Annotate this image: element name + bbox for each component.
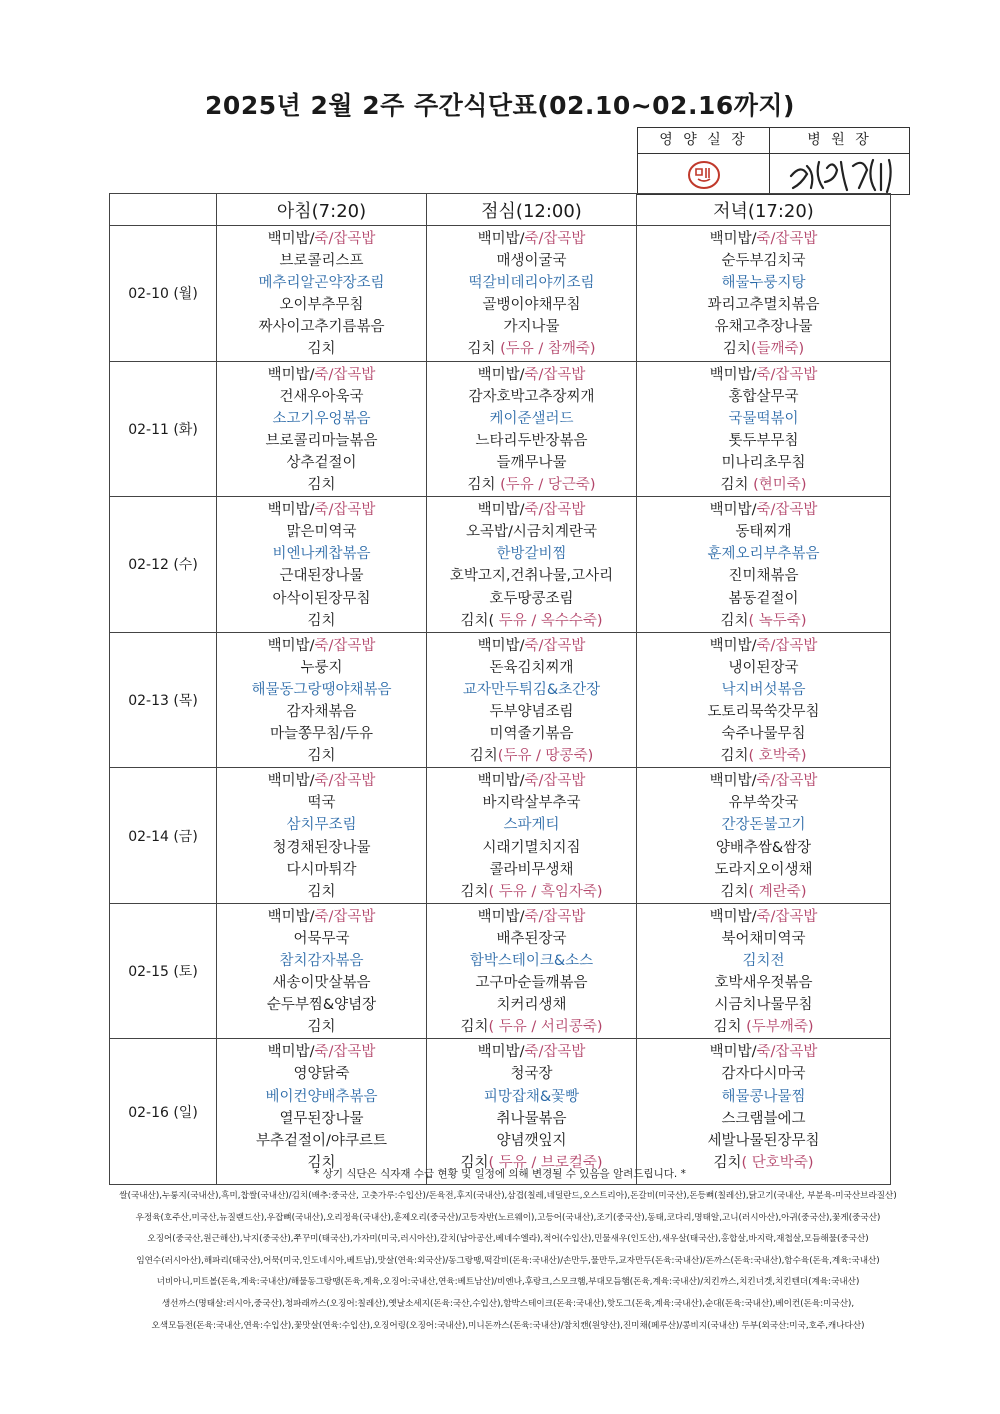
- menu-item-base: 김치: [720, 612, 749, 629]
- menu-item: 김치: [307, 341, 336, 358]
- dinner-cell: [637, 361, 891, 497]
- menu-item-base: 백미밥/: [709, 502, 757, 519]
- menu-item: 브로콜리마늘볶음: [265, 432, 378, 449]
- menu-item: 유부쑥갓국: [728, 795, 799, 812]
- day-date: 02-11 (화): [110, 361, 217, 497]
- director-label: 병 원 장: [770, 128, 909, 154]
- menu-item: 김치: [307, 1019, 336, 1036]
- menu-item: 케이준샐러드: [489, 410, 574, 427]
- approval-divider: [769, 153, 770, 194]
- menu-item: 돈육김치찌개: [489, 659, 574, 676]
- menu-item-option: (두유 / 참깨죽): [500, 341, 596, 358]
- menu-item: 두부양념조림: [489, 703, 574, 720]
- change-notice: * 상기 식단은 식자재 수급 현황 및 일정에 의해 변경될 수 있음을 알려드립니다. *: [314, 1168, 686, 1180]
- menu-item: 시래기멸치지짐: [482, 839, 581, 856]
- menu-item: 김치: [307, 748, 336, 765]
- breakfast-cell: [217, 632, 427, 768]
- menu-item: 함박스테이크&소스: [469, 953, 594, 969]
- breakfast-items: [217, 904, 426, 1039]
- menu-item: [470, 745, 593, 767]
- header-row: [110, 194, 891, 226]
- menu-item-option: 죽/잡곡밥: [314, 502, 376, 519]
- breakfast-items: [217, 226, 426, 361]
- menu-item-base: 백미밥/: [477, 366, 525, 383]
- menu-item-base: 김치: [460, 1019, 489, 1036]
- menu-item-option: 죽/잡곡밥: [314, 1044, 376, 1061]
- menu-item: 부추겉절이/야쿠르트: [256, 1132, 387, 1149]
- lunch-cell: [427, 768, 637, 904]
- menu-item: 감자채볶음: [286, 703, 357, 720]
- menu-item: 김치: [307, 1154, 336, 1171]
- menu-item: 메추리알곤약장조림: [258, 275, 385, 292]
- menu-item-base: 백미밥/: [477, 1044, 525, 1061]
- menu-item-base: 김치(: [460, 612, 499, 629]
- menu-item: 홍합살무국: [728, 388, 799, 405]
- dinner-items: [637, 768, 890, 903]
- day-row: [110, 1039, 891, 1185]
- menu-item: 취나물볶음: [496, 1110, 567, 1127]
- menu-item: 소고기우엉볶음: [272, 410, 371, 427]
- menu-item: [268, 1041, 376, 1063]
- day-row: [110, 361, 891, 497]
- menu-item: 마늘쫑무침/두유: [270, 726, 373, 743]
- nutrition-head-label: 영 양 실 장: [638, 128, 770, 154]
- breakfast-items: [217, 633, 426, 768]
- menu-item: 아삭이된장무침: [272, 590, 371, 607]
- menu-item: 냉이된장국: [728, 659, 799, 676]
- dinner-cell: [637, 1039, 891, 1185]
- origin-line: 우정육(호주산,미국산,뉴질랜드산),우잡뼈(국내산),오리정육(국내산),훈제오리(중국산)/고등자반(노르웨이),고등어(국내산),조기(중국산),동태,코다리,명태알,고니(러시아산),아귀(중국산),꽃게(중국산): [135, 1212, 881, 1223]
- menu-item: [710, 364, 818, 386]
- menu-item: 비엔나케찹볶음: [272, 546, 371, 563]
- menu-item: [268, 364, 376, 386]
- day-row: [110, 226, 891, 362]
- day-date: 02-15 (토): [110, 903, 217, 1039]
- menu-item-base: 김치: [460, 883, 489, 900]
- menu-item: 김치전: [742, 953, 785, 969]
- menu-item: 시금치나물무침: [714, 997, 813, 1014]
- breakfast-cell: [217, 1039, 427, 1185]
- menu-item-option: 죽/잡곡밥: [314, 231, 376, 247]
- origin-info: [78, 1186, 938, 1337]
- header-dinner: 저녁(17:20): [637, 194, 891, 226]
- menu-item: [710, 635, 818, 657]
- menu-item: 베이컨양배추볶음: [265, 1088, 378, 1105]
- dinner-items: [637, 633, 890, 768]
- menu-item-option: 죽/잡곡밥: [524, 637, 586, 654]
- menu-item: [467, 338, 595, 360]
- menu-item: 치커리생채: [496, 997, 567, 1014]
- menu-item-base: 김치: [460, 1154, 489, 1171]
- dinner-items: [637, 497, 890, 632]
- menu-item-base: 백미밥/: [267, 502, 315, 519]
- page-title: 2025년 2월 2주 주간식단표(02.10~02.16까지): [205, 91, 795, 120]
- menu-item-base: 백미밥/: [267, 773, 315, 790]
- menu-item-option: (두유 / 땅콩죽): [497, 748, 594, 765]
- menu-item: [478, 364, 586, 386]
- breakfast-cell: [217, 903, 427, 1039]
- menu-item-base: 김치: [469, 748, 498, 765]
- menu-item: 간장돈불고기: [721, 817, 806, 834]
- director-signature: [783, 156, 908, 196]
- menu-item: [268, 635, 376, 657]
- menu-item: [710, 770, 818, 792]
- dinner-cell: [637, 903, 891, 1039]
- menu-item-option: 죽/잡곡밥: [314, 366, 376, 383]
- menu-item: 바지락살부추국: [482, 795, 581, 812]
- menu-item: 콜라비무생채: [489, 861, 574, 878]
- day-date: 02-12 (수): [110, 497, 217, 633]
- menu-item-base: 백미밥/: [709, 1044, 757, 1061]
- menu-item: 동태찌개: [735, 524, 792, 541]
- menu-item: [478, 906, 586, 928]
- menu-item-option: 죽/잡곡밥: [756, 502, 818, 519]
- menu-item: 호박새우젓볶음: [714, 975, 813, 992]
- menu-item: 상추겉절이: [286, 454, 357, 471]
- menu-item: [478, 635, 586, 657]
- menu-item: 영양닭죽: [293, 1066, 350, 1083]
- lunch-items: [427, 768, 636, 903]
- menu-item-base: 백미밥/: [709, 773, 757, 790]
- dinner-items: [637, 226, 890, 361]
- menu-item: 봄동겉절이: [728, 590, 799, 607]
- menu-item-base: 김치: [467, 477, 501, 494]
- menu-item: 스파게티: [503, 817, 560, 834]
- menu-item-option: ( 호박죽): [748, 748, 807, 765]
- menu-item: 양념깻잎지: [496, 1132, 567, 1149]
- menu-item: [460, 610, 602, 632]
- menu-item: [710, 906, 818, 928]
- breakfast-items: [217, 1039, 426, 1174]
- menu-item-option: 죽/잡곡밥: [524, 1044, 586, 1061]
- menu-item: 청경채된장나물: [272, 839, 371, 856]
- lunch-items: [427, 904, 636, 1039]
- menu-item-option: (현미죽): [753, 477, 807, 494]
- menu-item: 느타리두반장볶음: [475, 432, 588, 449]
- menu-item-option: ( 두유 / 흑임자죽): [488, 883, 603, 900]
- menu-item-option: (들깨죽): [750, 341, 805, 358]
- breakfast-items: [217, 497, 426, 632]
- menu-item: [478, 1041, 586, 1063]
- breakfast-cell: [217, 497, 427, 633]
- menu-item: [478, 499, 586, 521]
- menu-item-option: 죽/잡곡밥: [524, 231, 586, 247]
- day-date: 02-13 (목): [110, 632, 217, 768]
- menu-item: 다시마튀각: [286, 861, 357, 878]
- menu-item: [721, 881, 807, 903]
- menu-item-base: 백미밥/: [477, 231, 525, 247]
- menu-item: 브로콜리스프: [279, 253, 364, 270]
- menu-item-base: 백미밥/: [477, 637, 525, 654]
- day-row: [110, 497, 891, 633]
- menu-item: [714, 1016, 814, 1038]
- menu-item: [721, 610, 807, 632]
- menu-item: 오곡밥/시금치계란국: [466, 524, 597, 541]
- lunch-cell: [427, 903, 637, 1039]
- menu-item: 오이부추무침: [279, 297, 364, 314]
- menu-item: 떡갈비데리야끼조림: [468, 275, 595, 292]
- menu-item: 해물동그랑땡야채볶음: [251, 681, 392, 698]
- menu-item: [268, 906, 376, 928]
- menu-item-option: (두부깨죽): [746, 1019, 814, 1036]
- menu-item-base: 김치: [713, 1019, 747, 1036]
- menu-item: [721, 745, 807, 767]
- day-row: [110, 632, 891, 768]
- breakfast-cell: [217, 768, 427, 904]
- menu-item: 열무된장나물: [279, 1110, 364, 1127]
- weekly-menu-table: [109, 193, 891, 1185]
- menu-item-base: 백미밥/: [267, 908, 315, 925]
- menu-item: 건새우아욱국: [279, 388, 364, 405]
- lunch-cell: [427, 1039, 637, 1185]
- dinner-cell: [637, 226, 891, 362]
- menu-item: [268, 770, 376, 792]
- menu-item-option: ( 녹두죽): [748, 612, 807, 629]
- breakfast-items: [217, 768, 426, 903]
- approval-box: [637, 127, 910, 195]
- menu-item-base: 김치: [722, 341, 751, 358]
- origin-line: 쌀(국내산),누룽지(국내산),흑미,찹쌀(국내산)/김치(배추:중국산, 고춧가루:수입산)/돈육전,후지(국내산),삼겹(칠레,네덜란드,오스트리아),돈갈비(미국산),돈등뼈(칠레산),닭고기(국내산, 부분육-미국산브라질산): [119, 1191, 897, 1201]
- menu-item: 미역줄기볶음: [489, 726, 574, 743]
- menu-item: 미나리초무침: [721, 454, 806, 471]
- menu-item: [478, 770, 586, 792]
- menu-item-option: ( 계란죽): [748, 883, 807, 900]
- menu-item: 삼치무조림: [286, 817, 357, 834]
- menu-item: [721, 474, 807, 496]
- origin-line: 오징어(중국산,원근해산),낙지(중국산),쭈꾸미(태국산),가자미(미국,러시아산),갈치(남아공산,베네수엘라),적어(수입산),민물새우(인도산),새우살(태국산),홍합살,바지락,재첩살,모듬해물(중국산): [147, 1234, 869, 1245]
- lunch-cell: [427, 497, 637, 633]
- menu-item-option: 죽/잡곡밥: [756, 908, 818, 925]
- menu-item: 김치: [307, 612, 336, 629]
- menu-item: 스크램블에그: [721, 1110, 806, 1127]
- menu-item: 양배추쌈&쌈장: [715, 839, 812, 856]
- dinner-cell: [637, 768, 891, 904]
- menu-item: 도토리묵쑥갓무침: [707, 703, 820, 720]
- day-date: 02-10 (월): [110, 226, 217, 362]
- lunch-items: [427, 497, 636, 632]
- menu-item: 매생이굴국: [496, 253, 567, 270]
- menu-item-option: 두유 / 옥수수죽): [498, 612, 603, 629]
- stamp-seal: [686, 159, 722, 191]
- menu-item: 북어채미역국: [721, 930, 806, 947]
- menu-item: 들깨무나물: [496, 454, 567, 471]
- menu-item-option: ( 두유 / 서리콩죽): [488, 1019, 603, 1036]
- menu-item: 참치감자볶음: [279, 953, 364, 969]
- origin-line: 생선까스(명태살:러시아,중국산),청파래까스(오징어:칠레산),옛날소세지(돈육:국산,수입산),함박스테이크(돈육:국내산),핫도그(돈육,계육:국내산),순대(돈육:국내산),베이컨(돈육:미국산),: [161, 1298, 855, 1309]
- menu-item: 떡국: [307, 795, 336, 812]
- menu-item-base: 백미밥/: [709, 908, 757, 925]
- menu-item: [467, 474, 595, 496]
- menu-item: 도라지오이생채: [714, 861, 813, 878]
- dinner-items: [637, 1039, 890, 1174]
- menu-item-option: ( 두유 / 브로컬죽): [488, 1154, 603, 1171]
- day-date: 02-14 (금): [110, 768, 217, 904]
- lunch-cell: [427, 632, 637, 768]
- day-row: [110, 903, 891, 1039]
- menu-item-option: 죽/잡곡밥: [524, 908, 586, 925]
- menu-item-base: 백미밥/: [477, 773, 525, 790]
- menu-item-option: 죽/잡곡밥: [314, 637, 376, 654]
- day-row: [110, 768, 891, 904]
- menu-item-option: 죽/잡곡밥: [524, 502, 586, 519]
- menu-item: 유채고추장나물: [714, 319, 813, 336]
- origin-line: 오색모듬전(돈육:국내산,연육:수입산),꽃맛살(연육:수입산),오징어링(오징어:국내산),미니돈까스(돈육:국내산)/참치캔(원양산),진미채(페루산)/콩비지(국내산) 두부(외국산:미국,호주,캐나다산): [151, 1320, 865, 1331]
- menu-item-base: 김치: [720, 883, 749, 900]
- lunch-cell: [427, 226, 637, 362]
- breakfast-cell: [217, 361, 427, 497]
- menu-item: 호박고지,건취나물,고사리: [449, 568, 614, 585]
- menu-item-base: 김치: [720, 477, 754, 494]
- menu-item-option: 죽/잡곡밥: [756, 1044, 818, 1061]
- menu-item: [478, 228, 586, 250]
- menu-item: 훈제오리부추볶음: [707, 546, 820, 563]
- day-date: 02-16 (일): [110, 1039, 217, 1185]
- menu-item: 낙지버섯볶음: [721, 681, 806, 698]
- header-breakfast: 아침(7:20): [217, 194, 427, 226]
- menu-item: [710, 1041, 818, 1063]
- menu-item: 피망잡채&꽃빵: [483, 1088, 580, 1105]
- menu-item: 순두부찜&양념장: [266, 997, 377, 1014]
- origin-line: 너비아니,미트볼(돈육,계육:국내산)/해물동그랑땡(돈육,계육,오징어:국내산,연육:베트남산)/비엔나,후랑크,스모크햄,부대모듬햄(돈육,계육:국내산)/치킨까스,치킨너겟,치킨텐더(계육:국내산): [156, 1277, 860, 1288]
- menu-item: 호두땅콩조림: [489, 590, 574, 607]
- breakfast-cell: [217, 226, 427, 362]
- menu-item-base: 백미밥/: [477, 908, 525, 925]
- menu-item: [268, 228, 376, 250]
- dinner-items: [637, 904, 890, 1039]
- menu-item-option: 죽/잡곡밥: [756, 773, 818, 790]
- menu-item: 진미채볶음: [728, 568, 799, 585]
- menu-item: 누룽지: [300, 659, 343, 676]
- menu-item-option: (두유 / 당근죽): [500, 477, 596, 494]
- menu-item-option: 죽/잡곡밥: [314, 773, 376, 790]
- menu-item: 국물떡볶이: [728, 410, 799, 427]
- menu-item: [710, 228, 818, 250]
- menu-item: 김치: [307, 883, 336, 900]
- menu-item-base: 백미밥/: [267, 637, 315, 654]
- menu-item: 해물누룽지탕: [721, 275, 806, 292]
- dinner-cell: [637, 632, 891, 768]
- menu-item-base: 백미밥/: [267, 231, 315, 247]
- menu-item: 순두부김치국: [721, 253, 806, 270]
- menu-item-option: ( 단호박죽): [741, 1154, 814, 1171]
- menu-item-base: 백미밥/: [267, 366, 315, 383]
- menu-item: 톳두부무침: [728, 432, 799, 449]
- menu-item: [460, 881, 602, 903]
- menu-item: 고구마순들깨볶음: [475, 975, 588, 992]
- origin-line: 임연수(러시아산),해파리(태국산),어묵(미국,인도네시아,베트남),맛살(연육:외국산)/동그랑땡,떡갈비(돈육:국내산)/손만두,물만두,교자만두(돈육:국내산)/돈까스(돈육:국내산),함수육(돈육,계육:국내산): [136, 1255, 880, 1266]
- menu-item-base: 김치: [467, 341, 501, 358]
- menu-item-option: 죽/잡곡밥: [756, 637, 818, 654]
- menu-item-base: 백미밥/: [709, 231, 757, 247]
- menu-item-base: 백미밥/: [709, 637, 757, 654]
- menu-item: 감자다시마국: [721, 1066, 806, 1083]
- lunch-cell: [427, 361, 637, 497]
- menu-item: 김치: [307, 477, 336, 494]
- menu-item: 해물콩나물찜: [721, 1088, 806, 1105]
- menu-item: 청국장: [510, 1066, 553, 1083]
- header-blank: [110, 194, 217, 226]
- menu-item: 세발나물된장무침: [707, 1132, 820, 1149]
- menu-item: 교자만두튀김&초간장: [462, 681, 601, 698]
- menu-item: 숙주나물무침: [721, 726, 806, 743]
- menu-item: [460, 1016, 602, 1038]
- menu-item: 근대된장나물: [279, 568, 364, 585]
- menu-item-base: 백미밥/: [477, 502, 525, 519]
- menu-item: [723, 338, 804, 360]
- lunch-items: [427, 1039, 636, 1174]
- menu-item: [710, 499, 818, 521]
- menu-item-option: 죽/잡곡밥: [524, 366, 586, 383]
- menu-item-base: 백미밥/: [267, 1044, 315, 1061]
- dinner-items: [637, 362, 890, 497]
- header-lunch: 점심(12:00): [427, 194, 637, 226]
- menu-item: 골뱅이야채무침: [482, 297, 581, 314]
- menu-item: 꽈리고추멸치볶음: [707, 297, 820, 314]
- menu-item: 감자호박고추장찌개: [468, 388, 595, 405]
- menu-item-option: 죽/잡곡밥: [756, 231, 818, 247]
- lunch-items: [427, 362, 636, 497]
- menu-item: 새송이맛살볶음: [272, 975, 371, 992]
- lunch-items: [427, 633, 636, 768]
- menu-item: 가지나물: [503, 319, 560, 336]
- menu-item: 배추된장국: [496, 930, 567, 947]
- menu-item-option: 죽/잡곡밥: [524, 773, 586, 790]
- lunch-items: [427, 226, 636, 361]
- menu-item-option: 죽/잡곡밥: [314, 908, 376, 925]
- menu-item: 맑은미역국: [286, 524, 357, 541]
- menu-item: 한방갈비찜: [496, 546, 567, 563]
- menu-item-base: 백미밥/: [709, 366, 757, 383]
- breakfast-items: [217, 362, 426, 497]
- menu-item: 어묵무국: [293, 930, 350, 947]
- menu-item: 짜사이고추기름볶음: [258, 319, 385, 336]
- menu-item-base: 김치: [720, 748, 749, 765]
- menu-item: [268, 499, 376, 521]
- menu-item-option: 죽/잡곡밥: [756, 366, 818, 383]
- dinner-cell: [637, 497, 891, 633]
- menu-item-base: 김치: [713, 1154, 742, 1171]
